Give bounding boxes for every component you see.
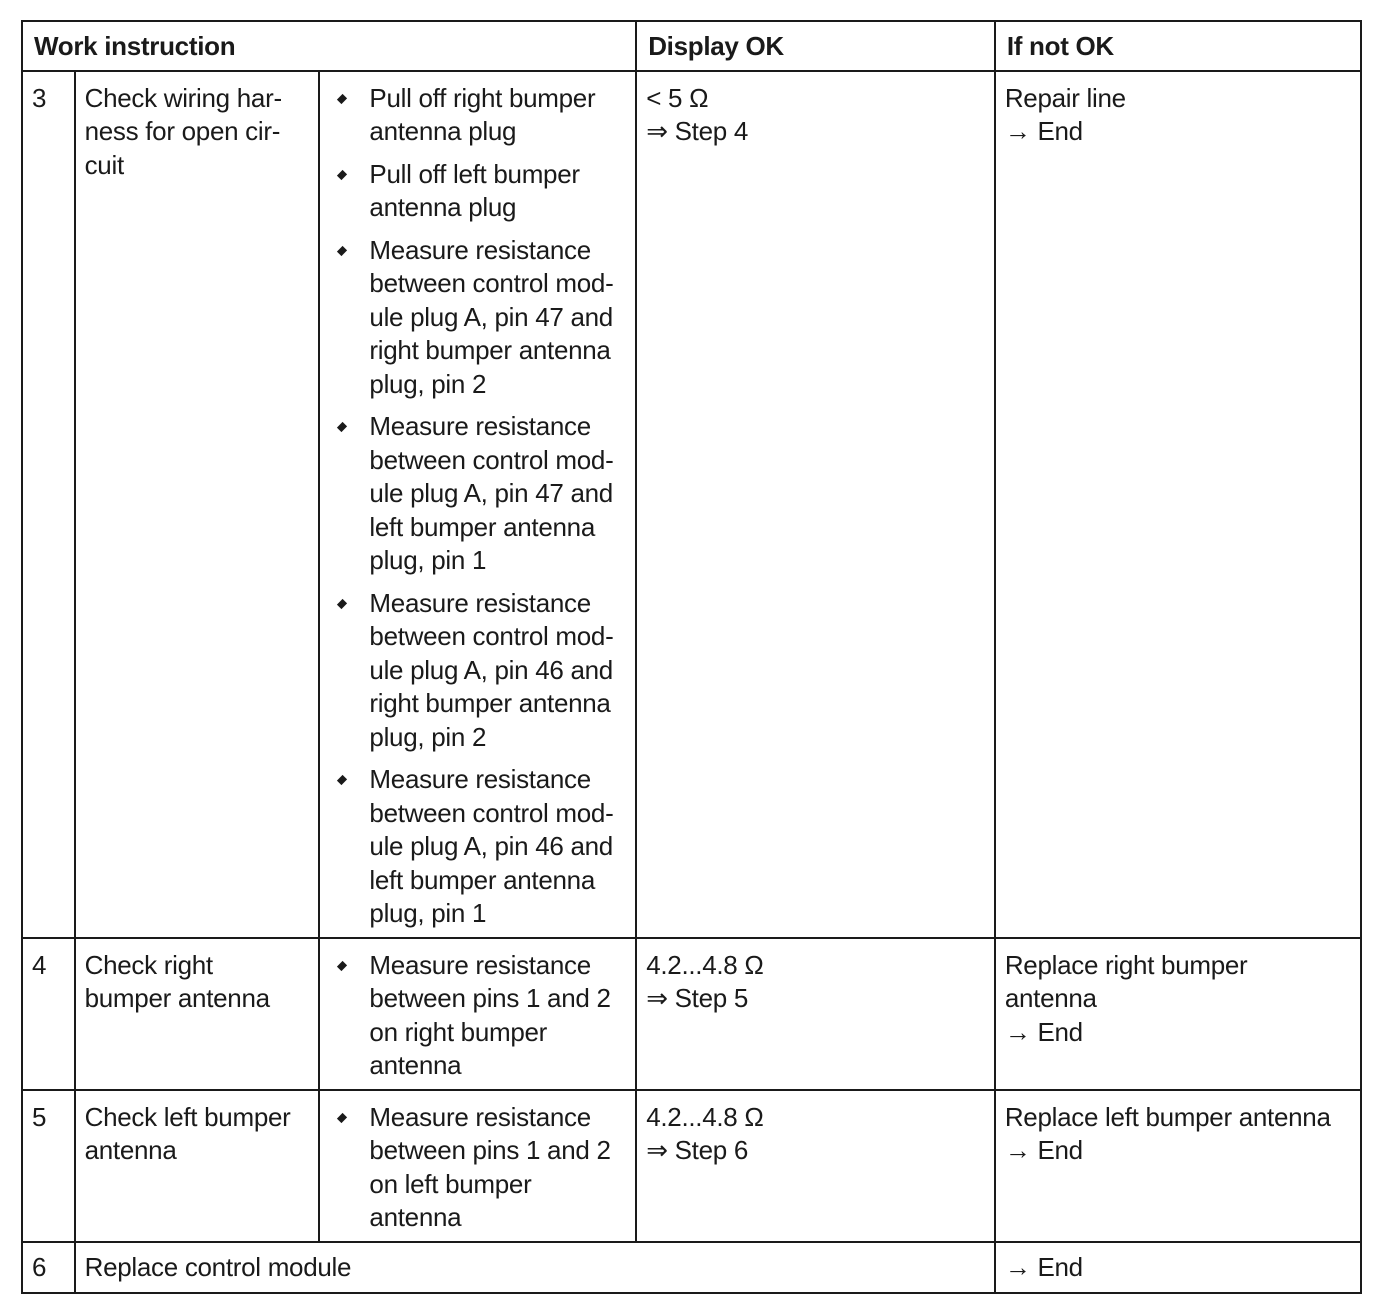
action-text — [369, 1101, 626, 1235]
if-not-ok-line: → End — [1004, 116, 1083, 146]
action-line: Measure resistance — [369, 587, 591, 618]
action-line: Pull off right bumper — [369, 82, 596, 113]
if-not-ok-line: → End — [1004, 1135, 1083, 1165]
action-line: Pull off left bumper — [369, 158, 580, 189]
action-item — [329, 1101, 626, 1235]
if-not-ok-line: Replace right bumper — [1004, 949, 1248, 980]
check-line: antenna — [84, 1135, 177, 1165]
action-line: ule plug A, pin 47 and — [369, 301, 613, 332]
action-text — [369, 234, 626, 402]
action-list — [329, 1101, 626, 1235]
action-line: antenna plug — [369, 116, 517, 146]
table-row-step-5 — [22, 1090, 1361, 1242]
action-item — [329, 234, 626, 402]
action-line: between control mod- — [369, 621, 614, 651]
diamond-bullet-icon — [337, 245, 347, 255]
table-row-step-6 — [22, 1242, 1361, 1294]
diamond-bullet-icon — [337, 598, 347, 608]
final-instruction: Replace control module — [75, 1242, 995, 1294]
step-number: 3 — [22, 71, 75, 938]
if-not-ok-line: antenna — [1004, 983, 1097, 1013]
action-text — [369, 82, 626, 149]
action-line: Measure resistance — [369, 411, 591, 441]
work-instruction-table — [21, 20, 1362, 1294]
action-item — [329, 763, 626, 931]
action-line: antenna plug — [369, 192, 517, 222]
action-item — [329, 949, 626, 1083]
action-item — [329, 82, 626, 149]
action-list — [329, 949, 626, 1083]
action-list-cell — [319, 1090, 636, 1242]
display-ok-line: 4.2...4.8 Ω — [646, 949, 764, 980]
if-not-ok-line: Repair line — [1004, 82, 1126, 113]
diamond-bullet-icon — [337, 169, 347, 179]
table-header-row — [22, 21, 1361, 71]
table-body — [22, 71, 1361, 1294]
step-number: 4 — [22, 938, 75, 1090]
action-line: antenna — [369, 1202, 462, 1232]
display-ok-line: < 5 Ω — [646, 82, 709, 113]
action-line: between control mod- — [369, 444, 614, 475]
action-line: plug, pin 1 — [369, 545, 487, 575]
check-line: Check wiring har- — [84, 82, 282, 113]
table-row-step-3 — [22, 71, 1361, 938]
action-line: Measure resistance — [369, 949, 591, 980]
action-text — [369, 410, 626, 578]
action-line: on right bumper — [369, 1016, 548, 1047]
check-line: cuit — [84, 149, 124, 180]
final-display-ok: → End — [995, 1242, 1361, 1294]
check-line: ness for open cir- — [84, 116, 281, 146]
display-ok-line: 4.2...4.8 Ω — [646, 1101, 764, 1132]
if-not-ok-value — [995, 938, 1361, 1090]
diamond-bullet-icon — [337, 775, 347, 785]
display-ok-line: ⇒ Step 4 — [646, 116, 748, 146]
action-line: Measure resistance — [369, 764, 591, 794]
action-line: ule plug A, pin 46 and — [369, 831, 613, 861]
action-line: left bumper antenna — [369, 864, 595, 895]
action-line: Measure resistance — [369, 1101, 591, 1132]
check-line: Check left bumper — [84, 1101, 291, 1132]
if-not-ok-line: → End — [1004, 1016, 1083, 1047]
action-line: between control mod- — [369, 268, 614, 298]
diamond-bullet-icon — [337, 1112, 347, 1122]
action-line: between pins 1 and 2 — [369, 1135, 611, 1165]
action-line: Measure resistance — [369, 234, 591, 265]
action-line: plug, pin 2 — [369, 368, 487, 399]
step-number: 6 — [22, 1242, 75, 1294]
diamond-bullet-icon — [337, 93, 347, 103]
action-line: on left bumper — [369, 1168, 532, 1199]
action-line: plug, pin 2 — [369, 721, 487, 752]
header-work-instruction: Work instruction — [22, 21, 636, 71]
action-line: plug, pin 1 — [369, 898, 487, 928]
action-line: between control mod- — [369, 797, 614, 828]
action-text — [369, 763, 626, 931]
if-not-ok-value — [995, 1090, 1361, 1242]
display-ok-value — [636, 1090, 995, 1242]
action-line: ule plug A, pin 47 and — [369, 478, 613, 508]
display-ok-line: ⇒ Step 6 — [646, 1135, 748, 1165]
table-row-step-4 — [22, 938, 1361, 1090]
display-ok-value — [636, 938, 995, 1090]
action-item — [329, 587, 626, 755]
display-ok-value — [636, 71, 995, 938]
action-line: between pins 1 and 2 — [369, 983, 611, 1013]
check-line: bumper antenna — [84, 983, 270, 1013]
diamond-bullet-icon — [337, 422, 347, 432]
display-ok-line: ⇒ Step 5 — [646, 983, 748, 1013]
header-if-not-ok: If not OK — [995, 21, 1361, 71]
check-description — [75, 71, 320, 938]
action-text — [369, 949, 626, 1083]
if-not-ok-value — [995, 71, 1361, 938]
action-line: left bumper antenna — [369, 511, 595, 542]
action-text — [369, 158, 626, 225]
action-item — [329, 158, 626, 225]
action-list — [329, 82, 626, 931]
action-list-cell — [319, 71, 636, 938]
action-text — [369, 587, 626, 755]
action-line: right bumper antenna — [369, 688, 611, 718]
if-not-ok-line: Replace left bumper antenna — [1004, 1101, 1331, 1132]
step-number: 5 — [22, 1090, 75, 1242]
action-line: right bumper antenna — [369, 335, 611, 365]
action-list-cell — [319, 938, 636, 1090]
action-item — [329, 410, 626, 578]
action-line: antenna — [369, 1050, 462, 1080]
check-description — [75, 938, 320, 1090]
diamond-bullet-icon — [337, 960, 347, 970]
action-line: ule plug A, pin 46 and — [369, 654, 613, 685]
header-display-ok: Display OK — [636, 21, 995, 71]
check-description — [75, 1090, 320, 1242]
check-line: Check right — [84, 949, 213, 980]
